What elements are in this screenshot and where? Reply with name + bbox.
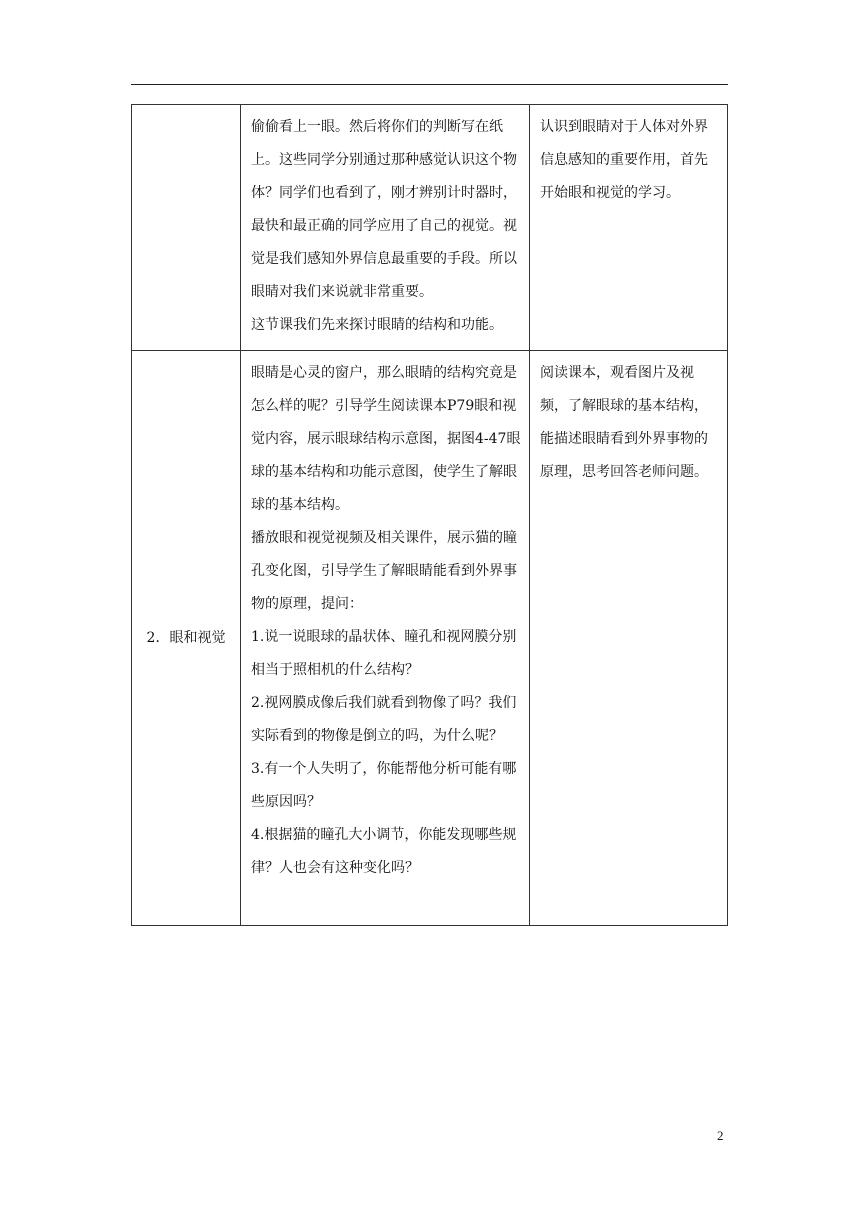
table-row xyxy=(132,351,728,926)
question-item: 4.根据猫的瞳孔大小调节，你能发现哪些规律？人也会有这种变化吗？ xyxy=(251,827,517,876)
question-item: 2.视网膜成像后我们就看到物像了吗？我们实际看到的物像是倒立的吗，为什么呢？ xyxy=(251,695,517,744)
paragraph: 这节课我们先来探讨眼睛的结构和功能。 xyxy=(251,317,503,333)
question-item: 3.有一个人失明了，你能帮他分析可能有哪些原因吗？ xyxy=(251,761,517,810)
paragraph: 播放眼和视觉视频及相关课件，展示猫的瞳孔变化图，引导学生了解眼睛能看到外界事物的原理，提问： xyxy=(251,530,517,612)
student-activity-cell xyxy=(530,351,728,926)
question-item: 1.说一说眼球的晶状体、瞳孔和视网膜分别相当于照相机的什么结构？ xyxy=(251,629,517,678)
stage-cell xyxy=(132,105,241,351)
lesson-plan-table xyxy=(131,104,728,926)
teacher-activity-cell xyxy=(241,105,530,351)
header-rule xyxy=(131,84,728,85)
paragraph: 阅读课本，观看图片及视频，了解眼球的基本结构，能描述眼睛看到外界事物的原理，思考回答老师问题。 xyxy=(540,365,708,480)
teacher-activity-cell xyxy=(241,351,530,926)
student-activity-cell xyxy=(530,105,728,351)
stage-cell: 2．眼和视觉 xyxy=(132,351,241,926)
table-row xyxy=(132,105,728,351)
page-number: 2 xyxy=(717,1128,724,1143)
paragraph: 偷偷看上一眼。然后将你们的判断写在纸上。这些同学分别通过那种感觉认识这个物体？同学们也看到了，刚才辨别计时器时，最快和最正确的同学应用了自己的视觉。视觉是我们感知外界信息最重要的手段。所以眼睛对我们来说就非常重要。 xyxy=(251,119,517,300)
paragraph: 认识到眼睛对于人体对外界信息感知的重要作用，首先开始眼和视觉的学习。 xyxy=(540,119,708,201)
paragraph: 眼睛是心灵的窗户，那么眼睛的结构究竟是怎么样的呢？引导学生阅读课本P79眼和视觉内容，展示眼球结构示意图，据图4-47眼球的基本结构和功能示意图，使学生了解眼球的基本结构。 xyxy=(251,365,521,513)
